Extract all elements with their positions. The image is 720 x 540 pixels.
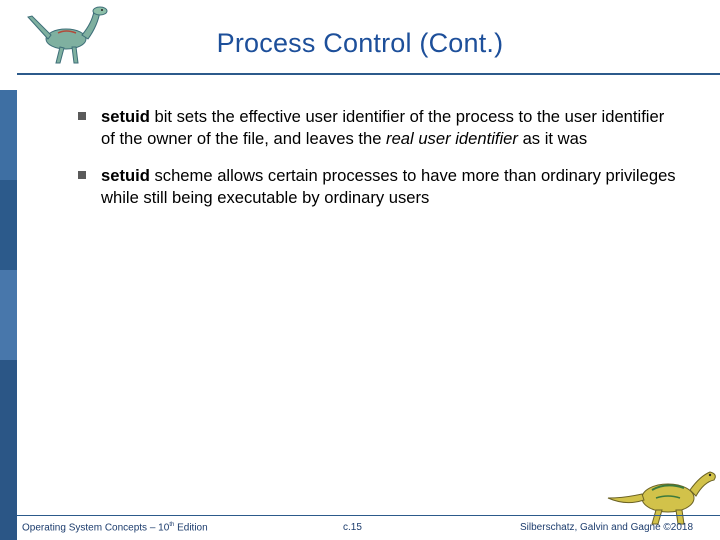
footer-title-suffix: Edition <box>174 522 208 534</box>
bullet-keyword: setuid <box>101 166 150 185</box>
bullet-item <box>78 106 678 149</box>
bullet-text: scheme allows certain processes to have more than ordinary privileges while still being executable by ordinary users <box>101 166 676 207</box>
footer-title-text: Operating System Concepts – 10 <box>22 522 170 534</box>
footer-title-sup: th <box>169 522 175 528</box>
dinosaur-icon <box>24 3 114 67</box>
title-underline <box>17 73 720 75</box>
bar-segment <box>0 0 17 90</box>
bar-segment <box>0 270 17 360</box>
bullet-text-end: as it was <box>517 128 588 148</box>
dinosaur-icon <box>606 462 720 526</box>
footer-divider <box>17 515 720 516</box>
bullet-list <box>78 106 678 224</box>
square-bullet-icon <box>78 112 86 120</box>
bar-segment <box>0 360 17 540</box>
page-number: c.15 <box>343 522 362 533</box>
bullet-emphasis: real user identifier <box>386 128 518 148</box>
page-title: Process Control (Cont.) <box>216 28 504 58</box>
bullet-keyword: setuid <box>101 107 150 126</box>
footer-book-title <box>22 522 208 533</box>
bar-segment <box>0 180 17 270</box>
left-color-bar <box>0 0 17 540</box>
footer-authors: Silberschatz, Galvin and Gagne ©2018 <box>520 522 694 533</box>
bar-segment <box>0 90 17 180</box>
bullet-text: bit sets the effective user identifier of the process to the user identifier of the owner of the file, and leaves the <box>101 107 665 148</box>
square-bullet-icon <box>78 171 86 179</box>
bullet-item <box>78 165 678 208</box>
